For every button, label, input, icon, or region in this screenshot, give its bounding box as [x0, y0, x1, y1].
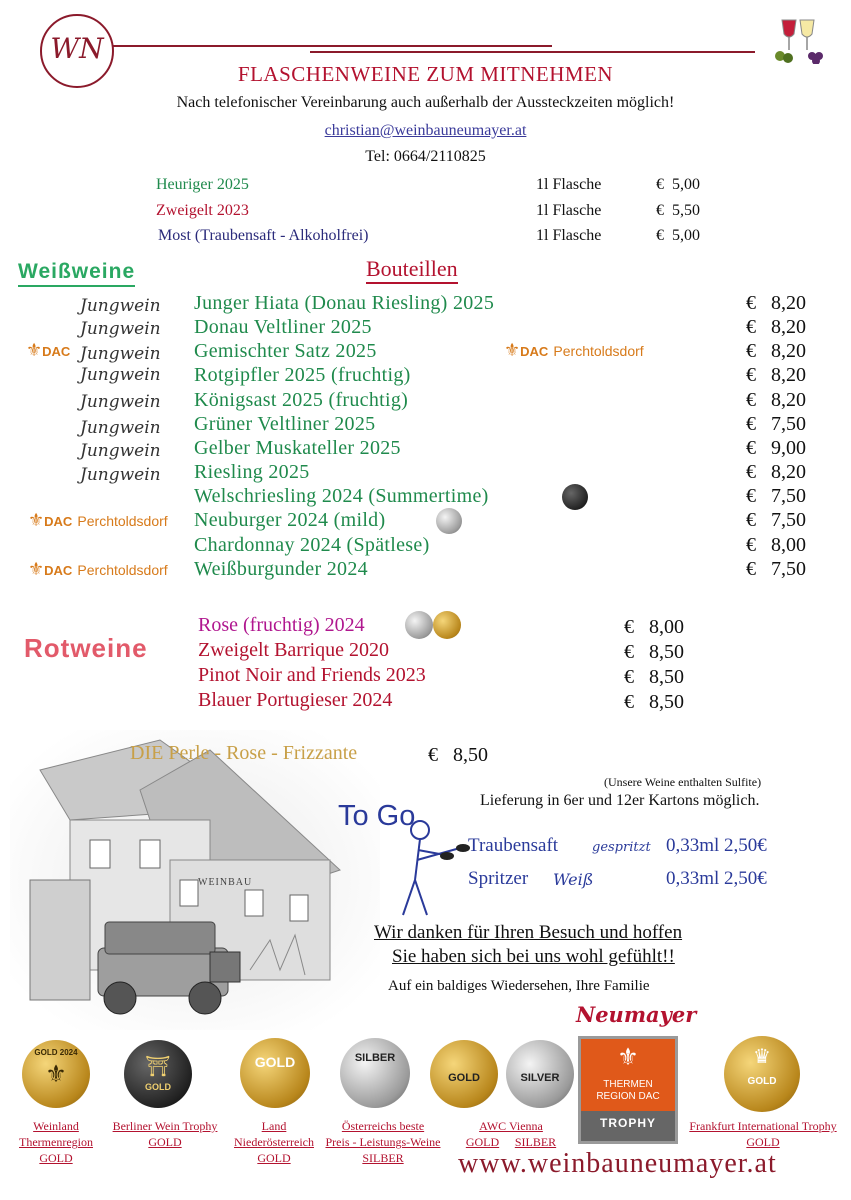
white-wine-price: € 9,00 [746, 437, 806, 459]
award-medal-icon [562, 484, 588, 510]
frizzante-price: € 8,50 [428, 744, 488, 766]
award-caption-line: GOLD [746, 1135, 780, 1150]
white-wine-name: Grüner Veltliner 2025 [194, 413, 376, 435]
white-wine-price: € 8,20 [746, 389, 806, 411]
white-wine-name: Welschriesling 2024 (Summertime) [194, 485, 489, 507]
delivery-note: Lieferung in 6er und 12er Kartons möglich. [480, 792, 760, 809]
white-wine-name: Gelber Muskateller 2025 [194, 437, 401, 459]
red-wine-name: Blauer Portugieser 2024 [198, 689, 393, 711]
red-wine-name: Pinot Noir and Friends 2023 [198, 664, 426, 686]
section-red-wines: Rotweine [24, 633, 148, 663]
award-caption [4, 1118, 108, 1167]
award-caption-line: AWC Vienna [479, 1119, 543, 1133]
thanks-line-2: Sie haben sich bei uns wohl gefühlt!! [392, 946, 675, 967]
family-signature: Neumayer [576, 1002, 697, 1027]
white-wine-name: Chardonnay 2024 (Spätlese) [194, 534, 430, 556]
medal-text: GOLD [747, 1076, 777, 1087]
jungwein-label: Jungwein [80, 392, 161, 412]
white-wine-price: € 8,20 [746, 364, 806, 386]
liter-wine-price: € 5,00 [656, 227, 700, 244]
gate-icon: ⛩ [145, 1054, 171, 1078]
website-link[interactable]: www.weinbauneumayer.at [458, 1148, 777, 1179]
award-thermenregion-trophy [578, 1036, 678, 1144]
award-caption-line: Thermenregion [19, 1135, 93, 1150]
liter-wine-name: Heuriger 2025 [156, 176, 249, 193]
thanks-line-1: Wir danken für Ihren Besuch und hoffen [374, 922, 683, 943]
fleur-de-lis-icon: ⚜ [28, 559, 45, 580]
liter-wine-unit: 1l Flasche [536, 176, 602, 193]
red-wine-name: Rose (fruchtig) 2024 [198, 614, 365, 636]
white-wine-name: Gemischter Satz 2025 [194, 340, 377, 362]
award-caption [106, 1118, 224, 1150]
medal-text: SILBER [354, 1052, 396, 1064]
jungwein-label: Jungwein [80, 465, 161, 485]
jungwein-label: Jungwein [80, 344, 161, 364]
award-caption-line: GOLD [465, 1135, 500, 1150]
header-rule-bottom [310, 51, 755, 53]
white-wine-price: € 7,50 [746, 558, 806, 580]
liter-wine-unit: 1l Flasche [536, 202, 602, 219]
jungwein-label: Jungwein [80, 418, 161, 438]
red-wine-name: Zweigelt Barrique 2020 [198, 639, 390, 661]
white-wine-name: Rotgipfler 2025 (fruchtig) [194, 364, 411, 386]
white-wine-name: Riesling 2025 [194, 461, 310, 483]
fleur-de-lis-icon: ⚜ [617, 1043, 639, 1071]
fleur-de-lis-icon: ⚜ [504, 340, 521, 361]
award-caption [320, 1118, 446, 1167]
award-caption-line: Berliner Wein Trophy [112, 1119, 218, 1133]
medal-text: GOLD [254, 1054, 296, 1070]
red-wine-price: € 8,50 [624, 641, 684, 663]
dac-label: DAC [42, 344, 71, 359]
award-medal-awc-gold [430, 1040, 498, 1108]
white-wine-name: Königsast 2025 (fruchtig) [194, 389, 409, 411]
award-medal-noe [240, 1038, 310, 1108]
award-medal-icon [405, 611, 433, 639]
dac-label: DAC [44, 514, 73, 529]
award-medal-icon [436, 508, 462, 534]
dac-mark [504, 340, 644, 361]
jungwein-label: Jungwein [80, 319, 161, 339]
winery-sketch-illustration [10, 730, 380, 1030]
medal-text: GOLD [448, 1072, 480, 1084]
award-caption-line: GOLD [257, 1151, 291, 1166]
fleur-de-lis-icon: ⚜ [45, 1060, 67, 1088]
white-wine-price: € 8,00 [746, 534, 806, 556]
dac-mark [28, 559, 168, 580]
dac-label: DAC [520, 344, 549, 359]
togo-item-variant: gespritzt [592, 840, 651, 855]
togo-label: To Go [338, 800, 416, 832]
thanks-line-3: Auf ein baldiges Wiedersehen, Ihre Familie [388, 978, 650, 994]
award-medal-weinland [22, 1040, 90, 1108]
togo-item-name: Traubensaft [468, 835, 559, 856]
liter-wine-unit: 1l Flasche [536, 227, 602, 244]
fleur-de-lis-icon: ⚜ [26, 340, 43, 361]
red-wine-price: € 8,50 [624, 691, 684, 713]
togo-item-detail: 0,33ml 2,50€ [666, 868, 767, 889]
award-caption [226, 1118, 322, 1167]
dac-mark [26, 340, 70, 361]
logo-initials: WN [50, 32, 104, 65]
white-wine-price: € 7,50 [746, 509, 806, 531]
award-caption-line: SILBER [514, 1135, 557, 1150]
section-bottles: Bouteillen [366, 256, 458, 284]
medal-text: SILVER [520, 1072, 560, 1084]
dac-label: DAC [44, 563, 73, 578]
togo-item-name: Spritzer [468, 868, 529, 889]
jungwein-label: Jungwein [80, 441, 161, 461]
white-wine-name: Neuburger 2024 (mild) [194, 509, 386, 531]
white-wine-price: € 7,50 [746, 485, 806, 507]
white-wine-price: € 8,20 [746, 340, 806, 362]
red-wine-price: € 8,00 [624, 616, 684, 638]
building-sign: WEINBAU [198, 877, 253, 888]
togo-item-detail: 0,33ml 2,50€ [666, 835, 767, 856]
sulfite-note: (Unsere Weine enthalten Sulfite) [604, 775, 762, 789]
page-subtitle: Nach telefonischer Vereinbarung auch außerhalb der Aussteckzeiten möglich! [176, 94, 675, 111]
award-medal-icon [433, 611, 461, 639]
white-wine-name: Junger Hiata (Donau Riesling) 2025 [194, 292, 495, 314]
white-wine-name: Donau Veltliner 2025 [194, 316, 372, 338]
page-title: FLASCHENWEINE ZUM MITNEHMEN [237, 62, 614, 86]
award-caption-line: GOLD [148, 1135, 182, 1150]
jungwein-label: Jungwein [80, 296, 161, 316]
liter-wine-name: Most (Traubensaft - Alkoholfrei) [158, 227, 369, 244]
dac-place: Perchtoldsdorf [77, 562, 168, 578]
jungwein-label: Jungwein [80, 365, 161, 385]
award-caption-line: GOLD [39, 1151, 73, 1166]
email-link[interactable]: christian@weinbauneumayer.at [324, 122, 527, 139]
award-caption [680, 1118, 846, 1150]
trophy-text: TROPHY [599, 1116, 656, 1130]
award-medal-frankfurt [724, 1036, 800, 1112]
white-wine-price: € 8,20 [746, 292, 806, 314]
stick-figure-icon [385, 800, 475, 920]
red-wine-price: € 8,50 [624, 666, 684, 688]
white-wine-price: € 8,20 [746, 316, 806, 338]
award-caption-line: Preis - Leistungs-Weine [325, 1135, 441, 1150]
frizzante-name: DIE Perle - Rose - Frizzante [130, 742, 358, 764]
award-caption [458, 1118, 564, 1150]
award-medal-falstaff [340, 1038, 410, 1108]
award-medal-berlin [124, 1040, 192, 1108]
dac-mark [28, 510, 168, 531]
medal-text: GOLD [145, 1082, 171, 1092]
liter-wine-price: € 5,50 [656, 202, 700, 219]
dac-place: Perchtoldsdorf [77, 513, 168, 529]
eagle-icon: ♛ [753, 1044, 771, 1068]
liter-wine-name: Zweigelt 2023 [156, 202, 249, 219]
award-caption-line: SILBER [362, 1151, 404, 1166]
fleur-de-lis-icon: ⚜ [28, 510, 45, 531]
award-medal-awc-silver [506, 1040, 574, 1108]
award-caption-line: Frankfurt International Trophy [689, 1119, 837, 1133]
phone-number: Tel: 0664/2110825 [365, 148, 486, 165]
trophy-region-text: THERMEN REGION DAC [596, 1079, 660, 1102]
white-wine-price: € 7,50 [746, 413, 806, 435]
award-caption-line: Österreichs beste [341, 1119, 425, 1133]
section-white-wines: Weißweine [18, 260, 135, 287]
white-wine-price: € 8,20 [746, 461, 806, 483]
wine-glasses-icon [772, 16, 828, 64]
liter-wine-price: € 5,00 [656, 176, 700, 193]
award-caption-line: Land [261, 1119, 287, 1133]
medal-text: GOLD 2024 [34, 1048, 78, 1057]
dac-place: Perchtoldsdorf [553, 343, 644, 359]
award-caption-line: Niederösterreich [234, 1135, 314, 1150]
award-caption-line: Weinland [33, 1119, 79, 1133]
header-rule-top [112, 45, 552, 47]
white-wine-name: Weißburgunder 2024 [194, 558, 368, 580]
togo-item-variant: Weiß [553, 870, 594, 889]
